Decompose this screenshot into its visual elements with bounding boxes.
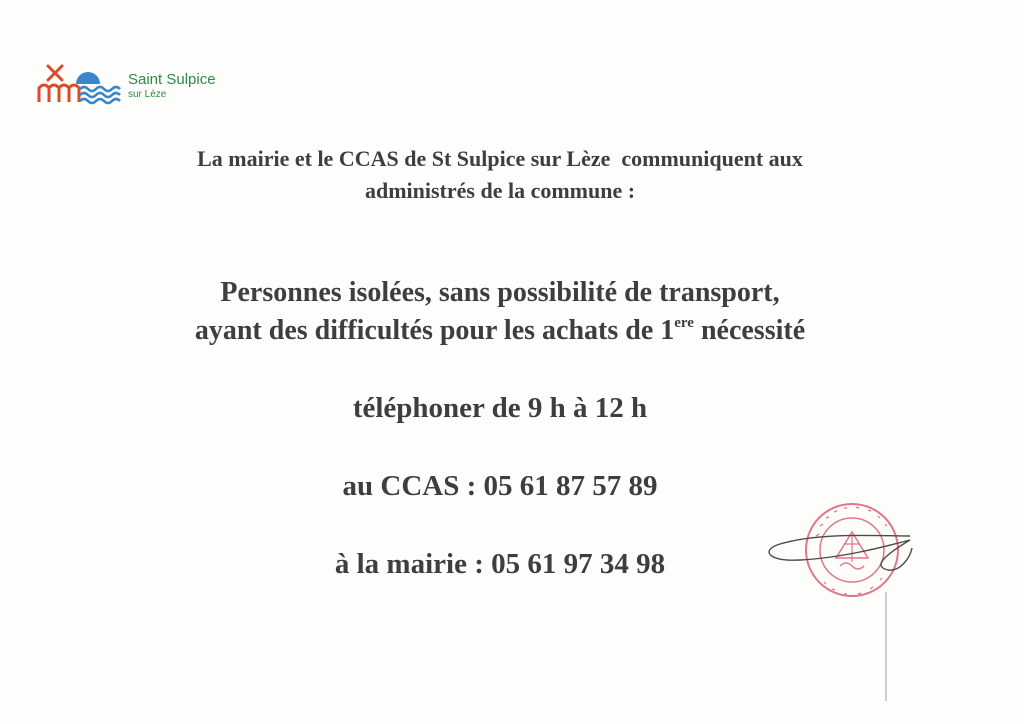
mairie-phone-line: à la mairie : 05 61 97 34 98	[334, 548, 666, 580]
phone-hours-line: téléphoner de 9 h à 12 h	[352, 392, 648, 424]
headline-line-2-end: nécessité	[693, 315, 806, 346]
headline-line-2-text: ayant des difficultés pour les achats de 1	[194, 315, 675, 346]
windmill-wave-logo-icon	[36, 62, 128, 106]
official-stamp-signature	[760, 496, 920, 706]
headline-superscript: ere	[674, 315, 694, 331]
headline-line-2	[0, 312, 1000, 350]
intro-line-2: administrés de la commune :	[364, 178, 636, 203]
logo-town-subtitle: sur Lèze	[128, 89, 167, 100]
mairie-stamp-icon	[760, 496, 920, 706]
intro-line-1: La mairie et le CCAS de St Sulpice sur Lèze communiquent aux	[197, 146, 803, 171]
ccas-phone-line: au CCAS : 05 61 87 57 89	[342, 470, 658, 502]
intro-paragraph	[0, 143, 1000, 207]
town-logo	[36, 62, 226, 106]
logo-town-name: Saint Sulpice	[128, 71, 216, 88]
headline-paragraph	[0, 274, 1000, 350]
headline-line-1: Personnes isolées, sans possibilité de transport,	[220, 277, 780, 308]
